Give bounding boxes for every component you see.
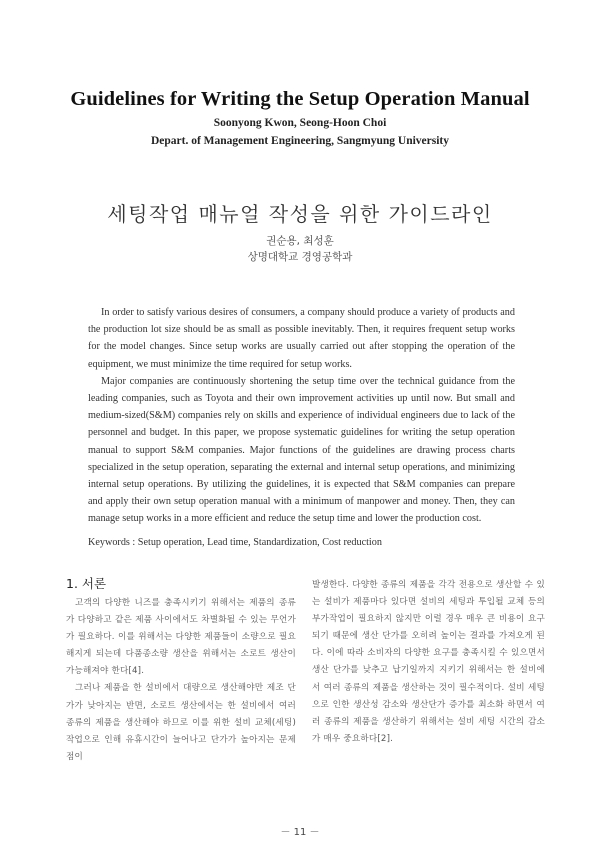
korean-title: 세팅작업 매뉴얼 작성을 위한 가이드라인: [107, 202, 493, 226]
abstract: [88, 304, 515, 528]
body-paragraph: 그러나 제품을 한 설비에서 대량으로 생산해야만 제조 단가가 낮아지는 반면, 소로트 생산에서는 한 설비에서 여러 종류의 제품을 생산해야 하므로 이를 위한 설비 교체(세팅) 작업으로 인해 유휴시간이 늘어나고 단가가 높아지는 문제점이: [66, 683, 296, 762]
english-title: Guidelines for Writing the Setup Operation Manual: [70, 88, 530, 110]
body-paragraph: 고객의 다양한 니즈를 충족시키기 위해서는 제품의 종류가 다양하고 같은 제품 사이에서도 차별화될 수 있는 무언가가 필요하다. 이를 위해서는 다양한 제품들이 소량으로 필요해지게 되는데 다품종소량 생산을 위해서는 소로트 생산이 가능해져야 한다[4].: [66, 598, 296, 677]
page-number: － 11 －: [280, 827, 320, 838]
body-paragraph: 발생한다. 다양한 종류의 제품을 각각 전용으로 생산할 수 있는 설비가 제품마다 있다면 설비의 세팅과 투입될 교체 등의 부가작업이 필요하지 않지만 이럴 경우 매우 큰 비용이 요구되기 때문에 생산 단가를 오히려 높이는 결과를 가져오게 된다. 이에 따라 소비자의 다양한 요구를 충족시킬 수 있으면서 생산 단가를 낮추고 납기일까지 지키기 위해서는 한 설비에서 여러 종류의 제품을 생산하는 것이 필수적이다. 설비 세팅으로 인한 생산성 감소와 생산단가 증가를 최소화 하면서 여러 종류의 제품을 생산하기 위해서는 설비 세팅 시간의 감소가 매우 중요하다[2].: [312, 580, 545, 744]
body-column-left: [66, 574, 296, 766]
english-authors: Soonyong Kwon, Seong-Hoon Choi: [213, 117, 387, 129]
korean-authors: 권순용, 최성훈: [266, 235, 334, 247]
korean-affiliation: 상명대학교 경영공학과: [247, 251, 353, 263]
keywords: Keywords : Setup operation, Lead time, Standardization, Cost reduction: [88, 537, 382, 548]
abstract-paragraph: In order to satisfy various desires of consumers, a company should produce a variety of products and the production lot size should be as small as possible inevitably. Then, it requires frequent setup works for the model changes. Since setup works are usually carried out after stopping the operation of the equipment, we must minimize the time required for setup works.: [88, 307, 515, 370]
english-affiliation: Depart. of Management Engineering, Sangmyung University: [150, 135, 450, 147]
abstract-paragraph: Major companies are continuously shortening the setup time over the technical guidance from the leading companies, such as Toyota and their own improvement activities up until now. But small and medium-sized(S&M) companies rely on skills and experience of individual engineers due to lack of the personnel and budget. In this paper, we propose systematic guidelines for writing the setup operation manual to support S&M companies. Major functions of the guidelines are drawing process charts specialized in the setup operation, separating the external and internal setup operations, and minimizing internal setup operations. By utilizing the guidelines, it is expected that S&M companies can prepare and apply their own setup operation manual with a minimum of manpower and money. Then, they can manage setup works in a more efficient and reduce the setup time and lower the production cost.: [88, 375, 515, 525]
body-column-right: [312, 577, 545, 748]
section-heading: 1. 서론: [66, 576, 107, 591]
